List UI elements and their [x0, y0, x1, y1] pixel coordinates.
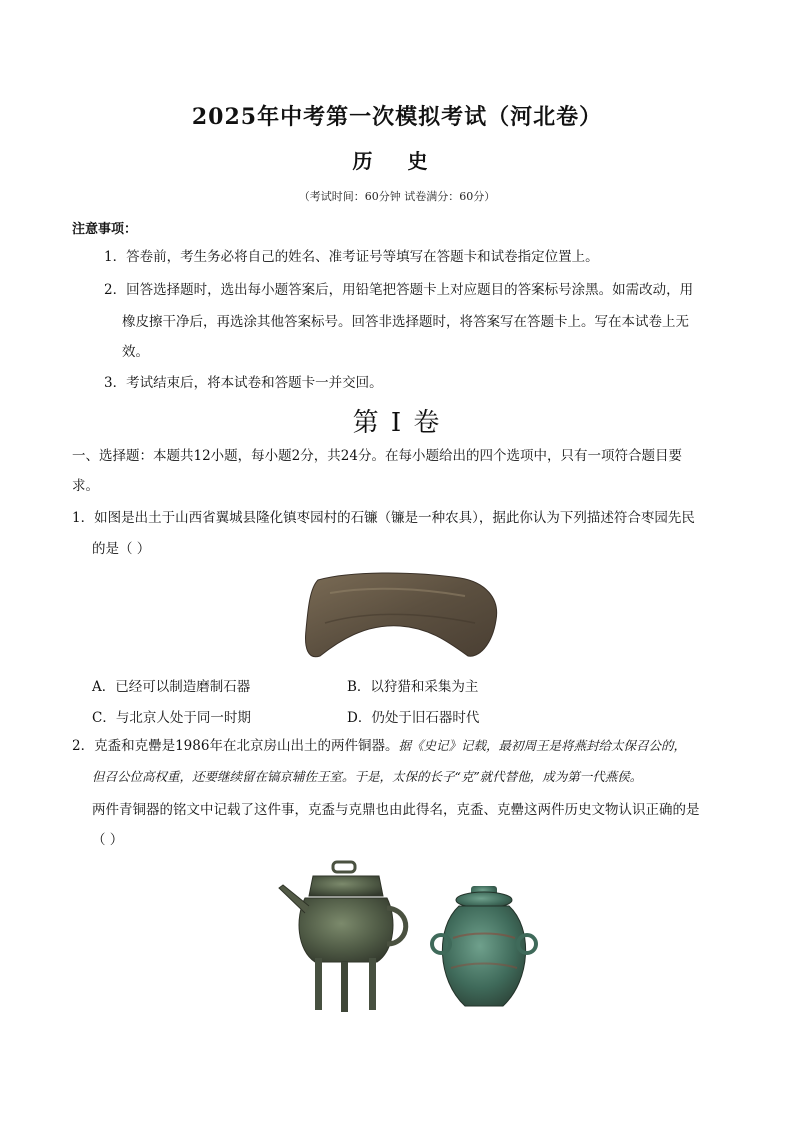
question-2-stem: （ ） [92, 832, 124, 848]
exam-title: 2025年中考第一次模拟考试（河北卷） [191, 104, 603, 130]
question-2-stem [72, 736, 686, 756]
subject-title: 历 史 [352, 149, 442, 173]
note-item: 2．回答选择题时，选出每小题答案后，用铅笔把答题卡上对应题目的答案标号涂黑。如需改动，用 [104, 282, 694, 298]
exam-info: （考试时间：60分钟 试卷满分：60分） [298, 190, 496, 203]
bronze-vessels-image [275, 858, 540, 1018]
section-title: 第 I 卷 [352, 408, 442, 438]
q1-option-a: A．已经可以制造磨制石器 [92, 679, 251, 695]
note-item: 效。 [122, 344, 149, 360]
q1-option-c: C．与北京人处于同一时期 [92, 710, 251, 726]
question-1-stem: 1．如图是出土于山西省翼城县隆化镇枣园村的石镰（镰是一种农具），据此你认为下列描述符合枣园先民 [72, 510, 695, 526]
question-2-stem: 但召公位高权重，还要继续留在镐京辅佐王室。于是，太保的长子“克”就代替他，成为第一代燕侯。 [92, 769, 643, 784]
stone-sickle-image [300, 568, 505, 663]
question-1-stem: 的是（ ） [92, 541, 151, 557]
note-item: 3．考试结束后，将本试卷和答题卡一并交回。 [104, 375, 383, 391]
question-2-stem-b: 据《史记》记载，最初周王是将燕封给太保召公的， [398, 738, 686, 753]
note-item: 1．答卷前，考生务必将自己的姓名、准考证号等填写在答题卡和试卷指定位置上。 [104, 249, 599, 265]
notes-heading: 注意事项： [72, 222, 138, 237]
section-intro: 一、选择题：本题共12小题，每小题2分，共24分。在每小题给出的四个选项中，只有一项符合题目要 [72, 448, 682, 464]
question-2-stem: 两件青铜器的铭文中记载了这件事，克盉与克鼎也由此得名，克盉、克罍这两件历史文物认识正确的是 [92, 802, 700, 818]
q1-option-d: D．仍处于旧石器时代 [347, 710, 480, 726]
q1-option-b: B．以狩猎和采集为主 [347, 679, 479, 695]
section-intro: 求。 [72, 478, 99, 494]
note-item: 橡皮擦干净后，再选涂其他答案标号。回答非选择题时，将答案写在答题卡上。写在本试卷上无 [122, 314, 689, 330]
question-2-stem-a: 2．克盉和克罍是1986年在北京房山出土的两件铜器。 [72, 738, 399, 754]
